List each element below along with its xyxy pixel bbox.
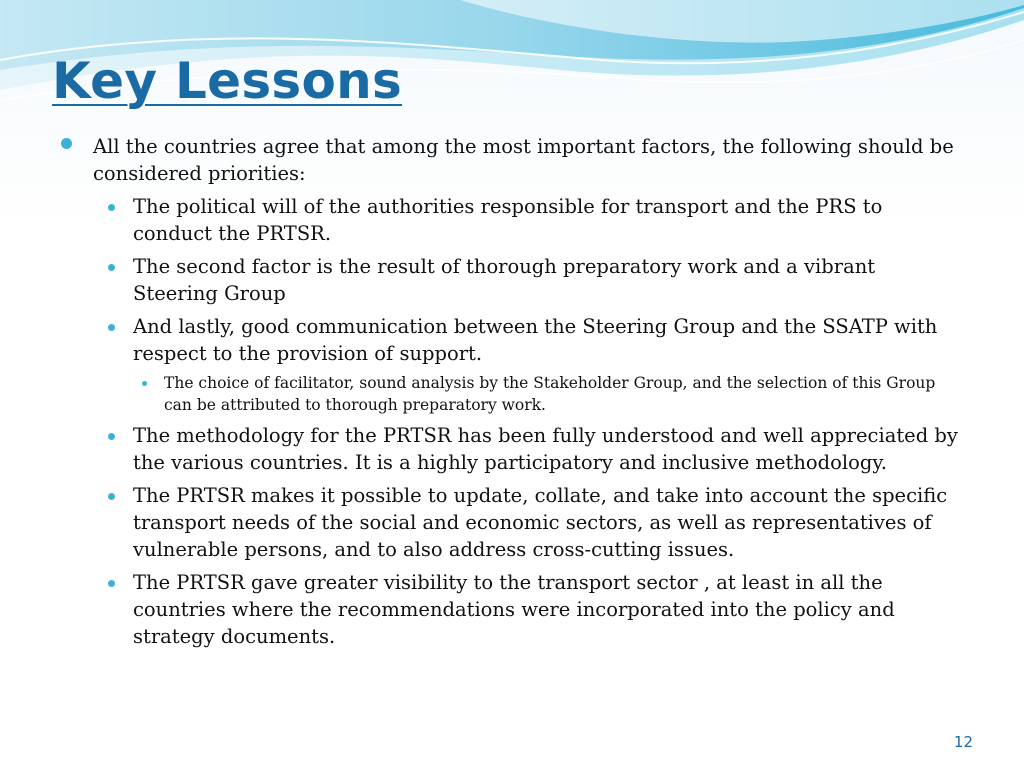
bullet-dot-icon xyxy=(108,264,115,271)
bullet-item-level-2 xyxy=(60,422,960,476)
slide-title: Key Lessons xyxy=(52,52,403,110)
bullet-item-level-2 xyxy=(60,193,960,247)
bullet-text: The PRTSR makes it possible to update, collate, and take into account the specific transport needs of the social and economic sectors, as well as representatives of vulnerable persons, and to also address cross-cutting issues. xyxy=(133,484,948,561)
bullet-text: The second factor is the result of thorough preparatory work and a vibrant Steering Group xyxy=(133,255,876,305)
bullet-dot-icon xyxy=(108,493,115,500)
bullet-item-level-2 xyxy=(60,569,960,650)
bullet-item-level-1 xyxy=(60,133,960,187)
bullet-dot-icon xyxy=(142,381,147,386)
bullet-item-level-3 xyxy=(60,372,960,416)
bullet-text: All the countries agree that among the most important factors, the following should be considered priorities: xyxy=(93,135,954,185)
page-number: 12 xyxy=(953,733,973,751)
bullet-text: The PRTSR gave greater visibility to the transport sector , at least in all the countries where the recommendations were incorporated into the policy and strategy documents. xyxy=(133,571,895,648)
bullet-item-level-2 xyxy=(60,313,960,367)
bullet-text: The choice of facilitator, sound analysis by the Stakeholder Group, and the selection of this Group can be attributed to thorough preparatory work. xyxy=(164,374,936,414)
bullet-dot-icon xyxy=(61,138,72,149)
bullet-list xyxy=(60,133,960,650)
bullet-dot-icon xyxy=(108,324,115,331)
bullet-item-level-2 xyxy=(60,253,960,307)
bullet-text: The methodology for the PRTSR has been fully understood and well appreciated by the various countries. It is a highly participatory and inclusive methodology. xyxy=(133,424,958,474)
slide-content xyxy=(60,133,960,656)
bullet-dot-icon xyxy=(108,204,115,211)
bullet-text: The political will of the authorities responsible for transport and the PRS to conduct the PRTSR. xyxy=(133,195,883,245)
bullet-dot-icon xyxy=(108,580,115,587)
bullet-dot-icon xyxy=(108,433,115,440)
bullet-item-level-2 xyxy=(60,482,960,563)
bullet-text: And lastly, good communication between the Steering Group and the SSATP with respect to the provision of support. xyxy=(133,315,938,365)
